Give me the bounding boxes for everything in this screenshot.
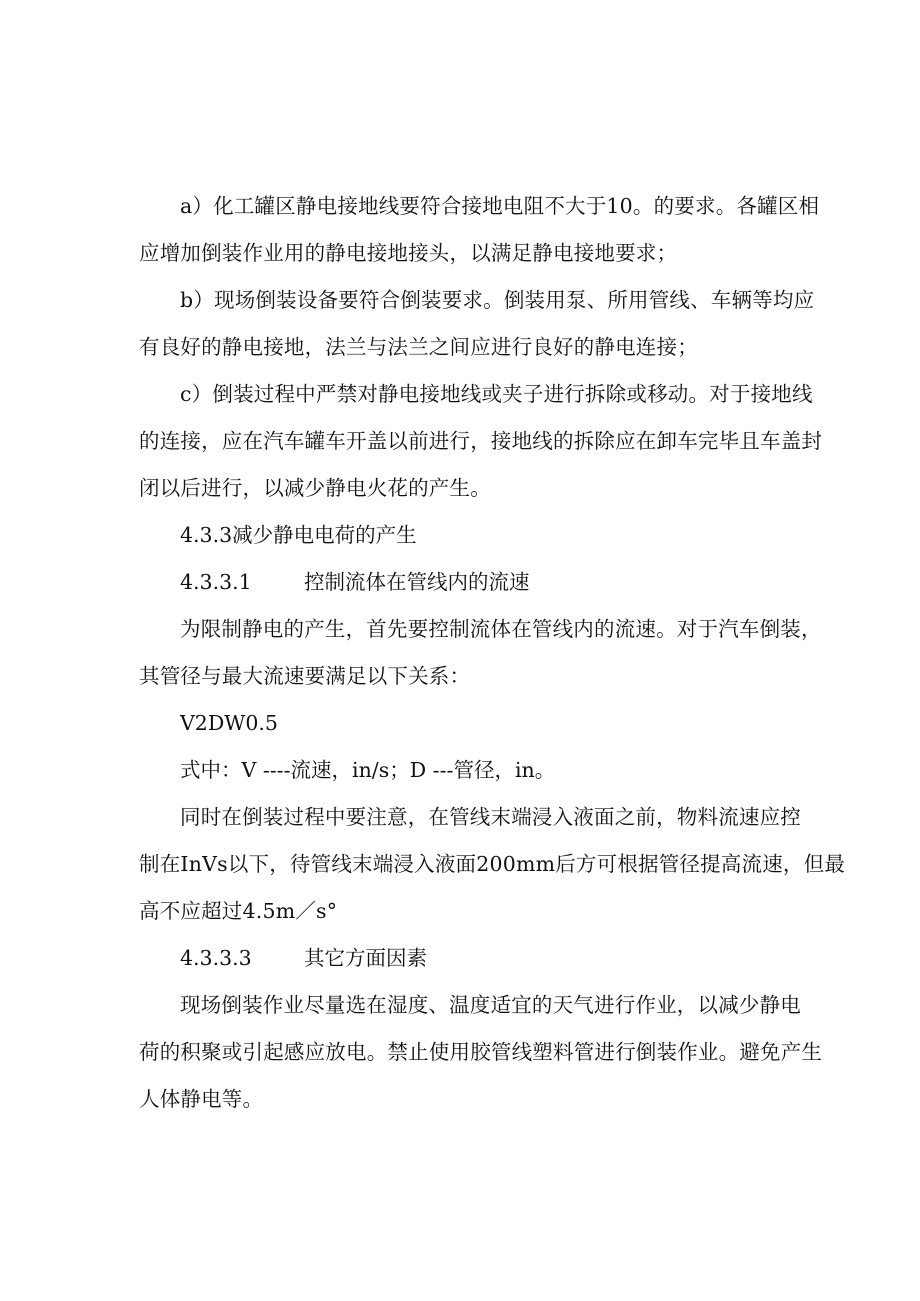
- paragraph-speed-line-2: 制在InVs以下，待管线末端浸入液面200mm后方可根据管径提高流速，但最: [139, 852, 846, 876]
- paragraph-other-factors: [139, 982, 823, 1123]
- section-number: 4.3.3.1: [180, 570, 252, 594]
- paragraph-b-line-2: 有良好的静电接地，法兰与法兰之间应进行良好的静电连接；: [139, 335, 698, 359]
- paragraph-other-line-1: 现场倒装作业尽量选在湿度、温度适宜的天气进行作业，以减少静电: [180, 993, 801, 1017]
- paragraph-c-line-3: 闭以后进行，以减少静电火花的产生。: [139, 476, 491, 500]
- document-body: [139, 183, 846, 1123]
- paragraph-c: [139, 371, 823, 512]
- paragraph-flow-speed: [139, 606, 822, 700]
- paragraph-other-line-2: 荷的积聚或引起感应放电。禁止使用胶管线塑料管进行倒装作业。避免产生: [139, 1040, 823, 1064]
- paragraph-c-line-2: 的连接，应在汽车罐车开盖以前进行，接地线的拆除应在卸车完毕且车盖封: [139, 429, 823, 453]
- paragraph-flow-line-2: 其管径与最大流速要满足以下关系：: [139, 664, 471, 688]
- paragraph-a-line-1: a）化工罐区静电接地线要符合接地电阻不大于10。的要求。各罐区相: [180, 194, 820, 218]
- paragraph-b: [139, 277, 815, 371]
- paragraph-speed-line-1: 同时在倒装过程中要注意，在管线末端浸入液面之前，物料流速应控: [180, 805, 801, 829]
- section-heading-4-3-3-3: [139, 935, 795, 982]
- paragraph-c-line-1: c）倒装过程中严禁对静电接地线或夹子进行拆除或移动。对于接地线: [180, 382, 813, 406]
- section-number: 4.3.3.3: [180, 946, 252, 970]
- paragraph-speed-line-3: 高不应超过4.5m／s°: [139, 899, 338, 923]
- section-title: 其它方面因素: [304, 946, 427, 970]
- paragraph-a: [139, 183, 820, 277]
- paragraph-a-line-2: 应增加倒装作业用的静电接地接头，以满足静电接地要求；: [139, 241, 678, 265]
- paragraph-speed-limit: [139, 794, 846, 935]
- section-heading-4-3-3: 4.3.3减少静电电荷的产生: [180, 523, 417, 547]
- section-heading-4-3-3-1: [139, 559, 795, 606]
- paragraph-b-line-1: b）现场倒装设备要符合倒装要求。倒装用泵、所用管线、车辆等均应: [180, 288, 815, 312]
- formula-note: 式中：V ----流速，in/s；D ---管径，in。: [180, 758, 556, 782]
- formula: V2DW0.5: [180, 711, 278, 735]
- paragraph-flow-line-1: 为限制静电的产生，首先要控制流体在管线内的流速。对于汽车倒装，: [180, 617, 822, 641]
- section-title: 控制流体在管线内的流速: [304, 570, 530, 594]
- paragraph-other-line-3: 人体静电等。: [139, 1087, 264, 1111]
